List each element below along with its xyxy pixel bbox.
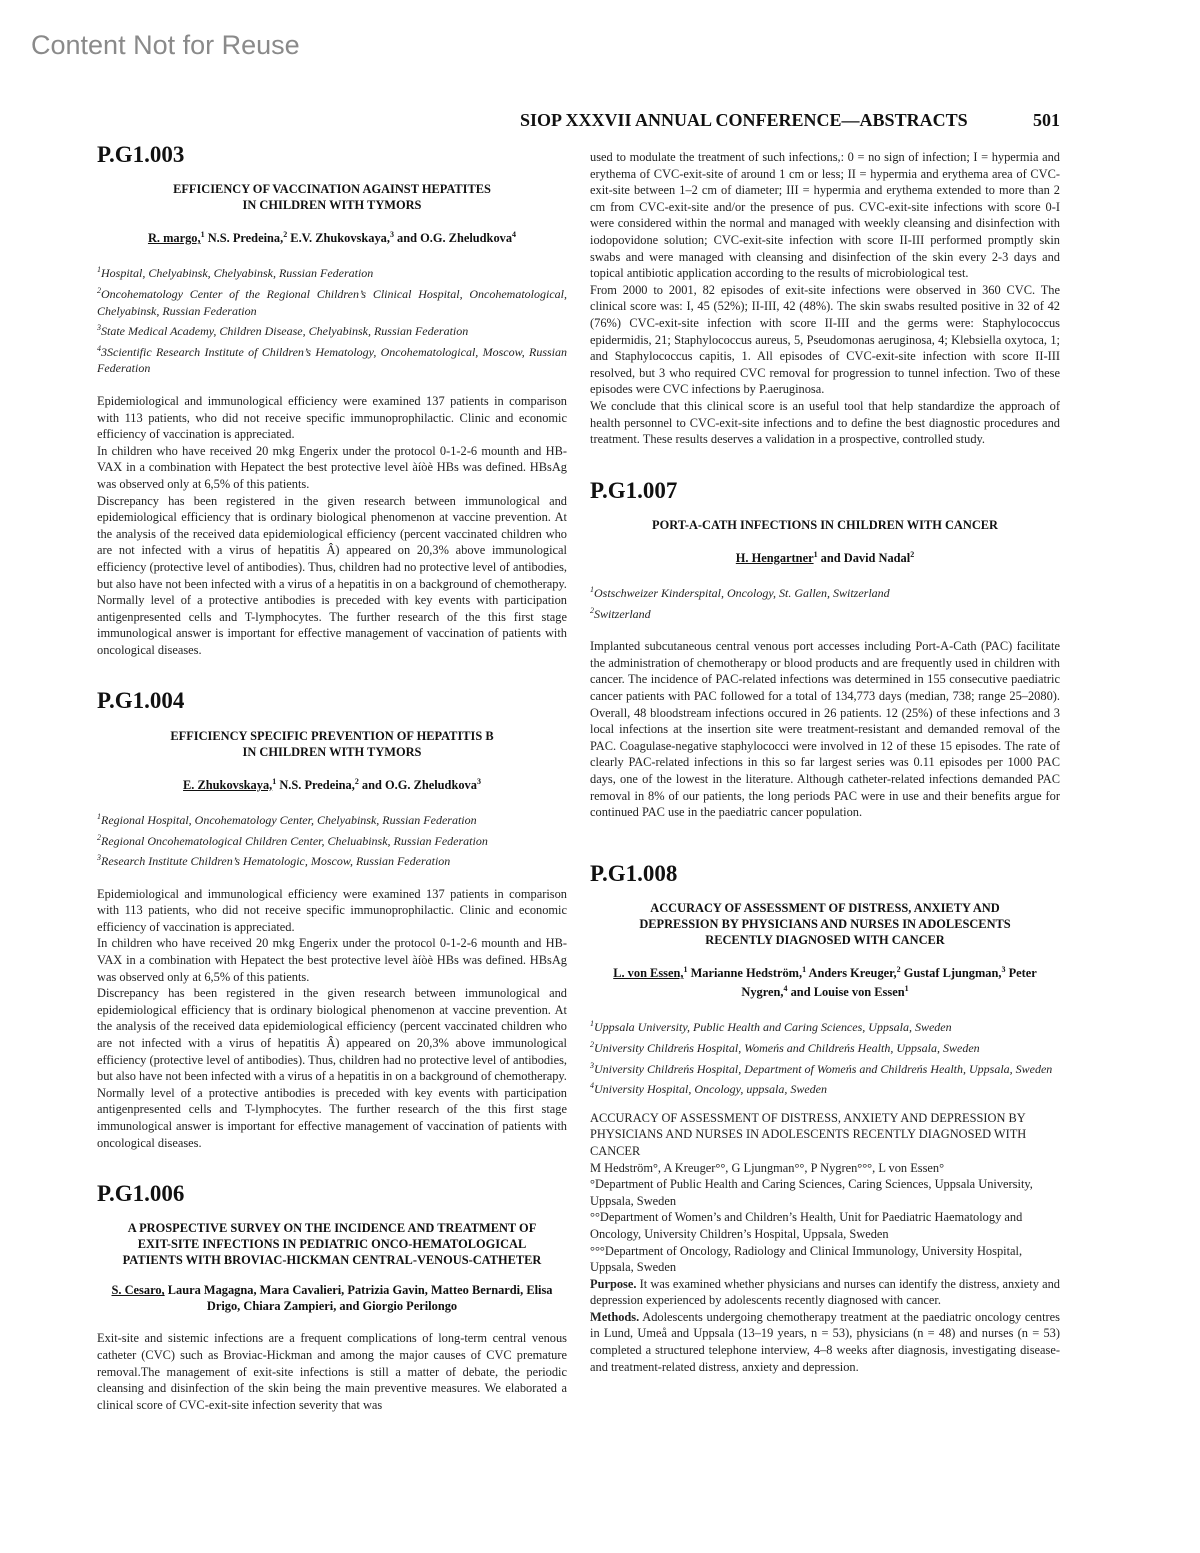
paragraph: Implanted subcutaneous central venous port accesses including Port-A-Cath (PAC) facilitate the administration of chemotherapy or blood products and are frequently used in children with cancer. The incidence of PAC-related infections was determined in 155 consecutive paediatric cancer patients with PAC followed for a total of 134,773 days (median, 738; range 25–2080). Overall, 48 bloodstream infections occured in 26 patients. 12 (25%) of these infections and 3 local infections at the insertion site were treatment-resistant and demanded removal of the PAC. Coagulase-negative staphylococci were involved in 12 of these 15 episodes. The rate of clearly PAC-related infections in this so far largest series was 0.11 episodes per 1000 PAC days, one of the lowest in the literature. Although catheter-related infections demanded PAC removal in 8% of our patients, the long periods PAC were in use and their benefits argue for continued PAC use in the paediatric cancer population.	[590, 639, 1060, 820]
author-name: Peter Nygren,	[741, 966, 1037, 1000]
abstract-title: A PROSPECTIVE SURVEY ON THE INCIDENCE AND TREATMENT OF EXIT-SITE INFECTIONS IN PEDIATRIC ONCO-HEMATOLOGICAL PATIENTS WITH BROVIAC-HICKMAN CENTRAL-VENOUS-CATHETER	[122, 1221, 542, 1268]
author-names: Laura Magagna, Mara Cavalieri, Patrizia Gavin, Matteo Bernardi, Elisa Drigo, Chiara Zampieri, and Giorgio Perilongo	[164, 1283, 553, 1314]
affiliation: $^1$Uppsala University, Public Health and Caring Sciences, Uppsala, Sweden	[590, 1019, 952, 1035]
author-name: N.S. Predeina,	[276, 777, 355, 792]
author-name: Anders Kreuger,	[806, 966, 897, 981]
abstract-id: P.G1.008	[590, 860, 678, 886]
affiliations	[97, 809, 567, 870]
abstract-g1008	[590, 861, 1060, 1375]
abstract-body	[590, 638, 1060, 821]
presenting-author: E. Zhukovskaya,	[183, 777, 273, 792]
affiliation: $^1$Hospital, Chelyabinsk, Chelyabinsk, Russian Federation	[97, 265, 374, 281]
purpose-label: Purpose.	[590, 1276, 637, 1291]
abstract-g1007	[590, 478, 1060, 821]
presenting-author: L. von Essen,	[613, 966, 684, 981]
affiliation: $^4$University Hospital, Oncology, uppsala, Sweden	[590, 1081, 827, 1097]
author-name: N.S. Predeina,	[204, 231, 284, 246]
abstract-body	[590, 149, 1060, 448]
paragraph: In children who have received 20 mkg Engerix under the protocol 0-1-2-6 mounth and HB-VAX in a combination with Hepatect the best protective level àíòè HBs was defined. HBsAg was observed only at 6,5% of this patients.	[97, 443, 567, 491]
paragraph: Normally level of a protective antibodies is preceded with key events with participation antigenpresented cells and T-lymphocytes. The further research of the this first stage immunological answer is important for effective management of vaccination of patients with oncological diseases.	[97, 593, 567, 657]
abstract-body	[97, 886, 567, 1152]
author-sup: 3	[389, 230, 394, 240]
paragraph: From 2000 to 2001, 82 episodes of exit-site infections were observed in 360 CVC. The clinical score was: I, 45 (52%); II-III, 42 (48%). The skin swabs resulted positive in 32 of 42 (76%) CVC-exit-site infection with score II-III and the germs were: Staphylococcus epidermidis, 21; Staphylococcus aureus, 5, Pseudomonas aeruginosa, 4; Klebsiella oxytoca, 1; and Staphylococcus capitis, 1. All episodes of CVC-exit-site infection with score II-III resolved, but 3 who required CVC removal for progression to tunnel infection. Two of these episodes were CVC infections by P.aeruginosa.	[590, 282, 1060, 397]
methods-text: Adolescents undergoing chemotherapy treatment at the paediatric oncology centres in Lund, Umeå and Uppsala (13–19 years, n = 53), physicians (n = 48) and nurses (n = 53) completed a structured telephone interview, 4–8 weeks after diagnosis, investigating disease- and treatment-related distress, anxiety and depression.	[590, 1309, 1060, 1374]
author-name: Gustaf Ljungman,	[900, 966, 1002, 981]
affiliation: $^2$University Childreńs Hospital, Womeńs and Childreńs Health, Uppsala, Sweden	[590, 1039, 980, 1055]
affiliation: $^2$Switzerland	[590, 605, 651, 621]
affiliation: $^3$State Medical Academy, Children Disease, Chelyabinsk, Russian Federation	[97, 323, 469, 339]
author-sup: 1	[683, 965, 688, 975]
abstract-g1006	[97, 1181, 567, 1413]
affiliation: $^1$Ostschweizer Kinderspital, Oncology, St. Gallen, Switzerland	[590, 585, 890, 601]
paragraph: ACCURACY OF ASSESSMENT OF DISTRESS, ANXIETY AND DEPRESSION BY PHYSICIANS AND NURSES IN ADOLESCENTS RECENTLY DIAGNOSED WITH CANCER	[590, 1110, 1027, 1158]
author-sup: 2	[354, 776, 359, 786]
author-line	[590, 962, 1060, 1000]
running-title: SIOP XXXVII ANNUAL CONFERENCE—ABSTRACTS	[520, 110, 968, 130]
paragraph: In children who have received 20 mkg Engerix under the protocol 0-1-2-6 mounth and HB-VAX in a combination with Hepatect the best protective level àíòè HBs was defined. HBsAg was observed only at 6,5% of this patients.	[97, 936, 567, 984]
author-name: and Louise von Essen	[787, 985, 905, 1000]
paragraph: °°°Department of Oncology, Radiology and Clinical Immunology, University Hospital, Uppsala, Sweden	[590, 1243, 1023, 1275]
author-name: Marianne Hedström,	[687, 966, 803, 981]
left-column	[97, 142, 567, 1443]
paragraph: We conclude that this clinical score is an useful tool that help standardize the approach of health personnel to CVC-exit-site infections and to define the best diagnostic procedures and treatment. These results deserves a validation in a prospective, controlled study.	[590, 398, 1060, 447]
author-sup: 2	[283, 230, 288, 240]
author-sup: 1	[200, 230, 205, 240]
paragraph: Epidemiological and immunological efficiency were examined 137 patients in comparison with 113 patients, who did not receive specific immunoprophilactic. Clinic and economic efficiency of vaccination is appreciated.	[97, 393, 567, 442]
methods-paragraph	[590, 1309, 1060, 1375]
author-name: E.V. Zhukovskaya,	[287, 231, 390, 246]
abstract-id: P.G1.007	[590, 477, 678, 503]
author-sup: 4	[512, 230, 517, 240]
affiliation: $^3$University Childreńs Hospital, Department of Womeńs and Childreńs Health, Uppsala, Sweden	[590, 1060, 1053, 1076]
paragraph: Epidemiological and immunological efficiency were examined 137 patients in comparison with 113 patients, who did not receive specific immunoprophilactic. Clinic and economic efficiency of vaccination is appreciated.	[97, 886, 567, 934]
page-number: 501	[1033, 110, 1060, 130]
abstract-g1004	[97, 688, 567, 1151]
abstract-g1006-continued	[590, 149, 1060, 448]
abstract-id: P.G1.003	[97, 142, 185, 167]
author-sup: 2	[910, 549, 915, 559]
author-sup: 4	[783, 984, 788, 994]
author-line	[97, 774, 567, 793]
paragraph: used to modulate the treatment of such infections,: 0 = no sign of infection; I = hypermia and erythema of CVC-exit-site of around 1 cm or less; II = hypermia and erythema area of CVC-exit-site between 1–2 cm of diameter; III = hypermia and erythema extended to more than 2 cm from CVC-exit-site and/or the presence of pus. CVC-exit-site infections with score 0-I were considered within the normal and managed with weekly cleansing and disinfection with iodopovidone solution; CVC-exit-site infection with score II-III performed promptly skin swabs and were managed with cleansing and disinfection of the skin every 2-3 days and topical antibiotic application according to the results of microbiological test.	[590, 150, 1060, 281]
purpose-paragraph	[590, 1276, 1060, 1309]
author-sup: 2	[896, 965, 901, 975]
abstract-title: PORT-A-CATH INFECTIONS IN CHILDREN WITH CANCER	[652, 517, 998, 532]
presenting-author: R. margo,	[147, 231, 201, 246]
author-sup: 1	[813, 549, 818, 559]
author-sup: 3	[1001, 965, 1006, 975]
affiliation: $^2$Regional Oncohematological Children Center, Cheluabinsk, Russian Federation	[97, 832, 488, 848]
author-sup: 1	[272, 776, 277, 786]
abstract-body	[590, 1110, 1060, 1376]
abstract-title: EFFICIENCY SPECIFIC PREVENTION OF HEPATITIS B IN CHILDREN WITH TYMORS	[170, 728, 494, 759]
paragraph: Exit-site and sistemic infections are a frequent complications of long-term central venous catheter (CVC) such as Broviac-Hickman and among the major causes of CVC premature removal.The management of exit-site infections is still a matter of debate, the periodic cleansing and disinfection of the skin being the main preventive measures. We elaborated a clinical score of CVC-exit-site infection severity that was	[97, 1331, 567, 1412]
affiliation: $^3$Research Institute Children’s Hematologic, Moscow, Russian Federation	[97, 853, 451, 869]
affiliations	[590, 1016, 1060, 1097]
author-sup: 3	[476, 776, 481, 786]
author-name: and David Nadal	[817, 551, 911, 566]
right-column	[590, 149, 1060, 1405]
paragraph: °Department of Public Health and Caring Sciences, Caring Sciences, Uppsala University, Uppsala, Sweden	[590, 1177, 1033, 1208]
abstract-body	[97, 1330, 567, 1413]
abstract-body	[97, 393, 567, 659]
paragraph: °°Department of Women’s and Children’s Health, Unit for Paediatric Haematology and Oncology, University Children’s Hospital, Uppsala, Sweden	[590, 1210, 1023, 1241]
abstract-id: P.G1.004	[97, 688, 185, 714]
presenting-author: H. Hengartner	[735, 551, 814, 566]
presenting-author: S. Cesaro,	[111, 1283, 165, 1298]
watermark: Content Not for Reuse	[31, 30, 300, 60]
abstract-id: P.G1.006	[97, 1181, 185, 1207]
author-name: and O.G. Zheludkova	[393, 231, 513, 246]
paragraph: Discrepancy has been registered in the given research between immunological and epidemiological efficiency that is ordinary biological phenomenon at vaccine prevention. At the analysis of the received data epidemiological efficiency (percent vaccinated children who are not infected with a virus of hepatitis Â) appeared on 20,3% above immunological efficiency (protective level of antibodies). Thus, children had no protective level of antibodies, but also have not been infected with a virus of a hepatitis in on a background of chemotherapy.	[97, 493, 567, 591]
abstract-g1003	[97, 142, 567, 658]
author-sup: 1	[904, 984, 909, 994]
affiliation: $^4$3Scientific Research Institute of Children’s Hematology, Oncohematological, Moscow, Russian Federation	[97, 343, 567, 376]
methods-label: Methods.	[590, 1309, 640, 1324]
paragraph: Discrepancy has been registered in the given research between immunological and epidemiological efficiency that is ordinary biological phenomenon at vaccine prevention. At the analysis of the received data epidemiological efficiency (percent vaccinated children who are not infected with a virus of hepatitis Â) appeared on 20,3% above immunological efficiency (protective level of antibodies). Thus, children had no protective level of antibodies, but also have not been infected with a virus of a hepatitis in on a background of chemotherapy.	[97, 986, 567, 1084]
author-line	[97, 227, 567, 246]
affiliation: $^2$Oncohematology Center of the Regional Children’s Clinical Hospital, Oncohematological, Chelyabinsk, Russian Federation	[97, 286, 567, 318]
abstract-title: EFFICIENCY OF VACCINATION AGAINST HEPATITES IN CHILDREN WITH TYMORS	[173, 182, 491, 213]
paragraph: Normally level of a protective antibodies is preceded with key events with participation antigenpresented cells and T-lymphocytes. The further research of the this first stage immunological answer is important for effective management of vaccination of patients with oncological diseases.	[97, 1085, 567, 1150]
affiliations	[590, 582, 1060, 622]
running-header	[520, 110, 1060, 131]
author-line	[97, 1282, 567, 1314]
author-line	[590, 547, 1060, 566]
purpose-text: It was examined whether physicians and nurses can identify the distress, anxiety and depression experienced by adolescents recently diagnosed with cancer.	[590, 1276, 1060, 1308]
abstract-title: ACCURACY OF ASSESSMENT OF DISTRESS, ANXIETY AND DEPRESSION BY PHYSICIANS AND NURSES IN ADOLESCENTS RECENTLY DIAGNOSED WITH CANCER	[639, 901, 1011, 948]
affiliation: $^1$Regional Hospital, Oncohematology Center, Chelyabinsk, Russian Federation	[97, 811, 477, 827]
author-sup: 1	[802, 965, 807, 975]
affiliations	[97, 262, 567, 377]
paragraph: M Hedström°, A Kreuger°°, G Ljungman°°, P Nygren°°°, L von Essen°	[590, 1160, 945, 1175]
author-name: and O.G. Zheludkova	[358, 777, 477, 792]
